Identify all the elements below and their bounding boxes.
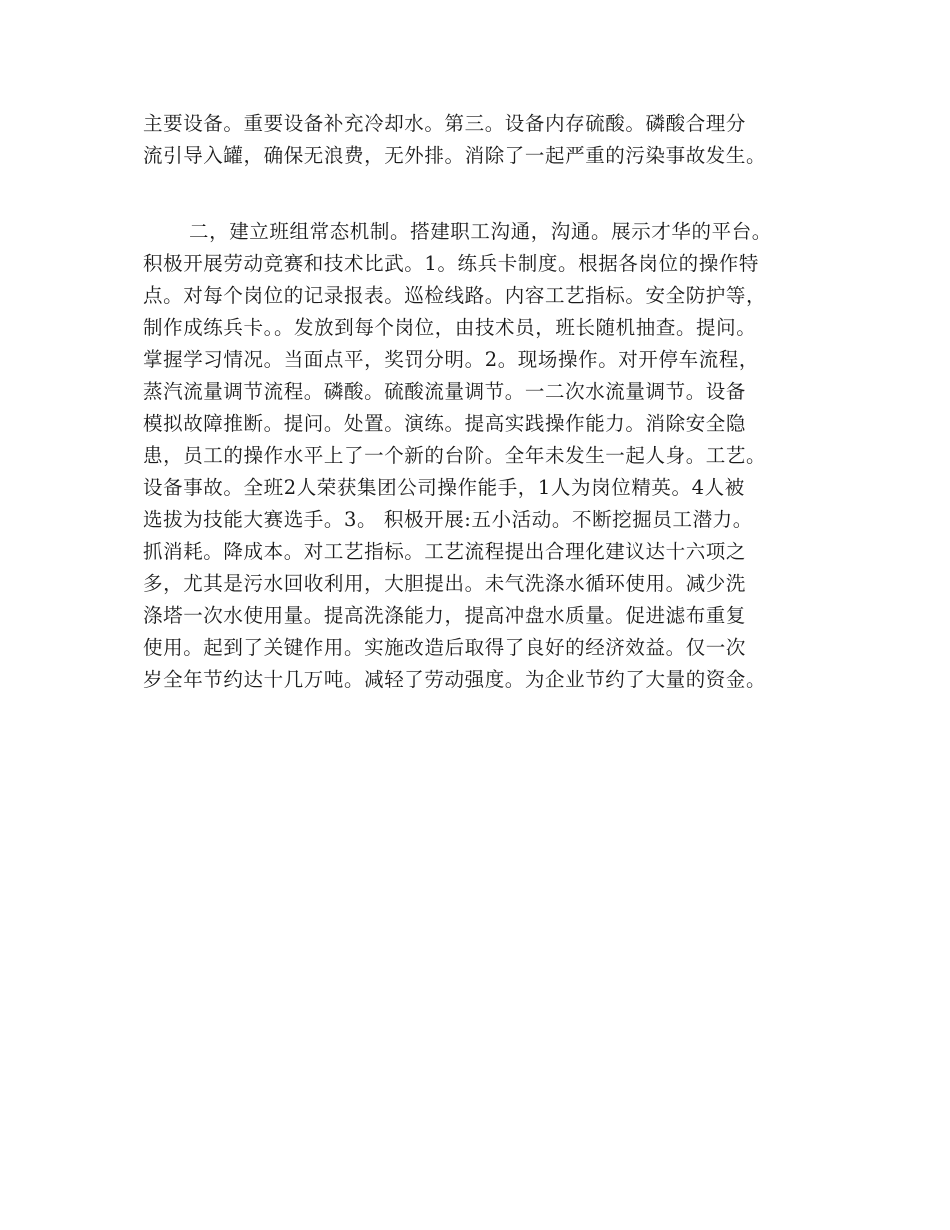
paragraph-1: [143, 108, 823, 172]
paragraph-line: 流引导入罐，确保无浪费，无外排。消除了一起严重的污染事故发生。: [143, 144, 767, 167]
paragraph-line: 设备事故。全班2人荣获集团公司操作能手，1人为岗位精英。4人被: [143, 476, 745, 499]
paragraph-line: 多，尤其是污水回收利用，大胆提出。未气洗涤水循环使用。减少洗: [143, 572, 747, 595]
paragraph-line: 蒸汽流量调节流程。磷酸。硫酸流量调节。一二次水流量调节。设备: [143, 380, 747, 403]
paragraph-first-line: 二，建立班组常态机制。搭建职工沟通，沟通。展示才华的平台。: [189, 220, 772, 243]
paragraph-line: 岁全年节约达十几万吨。减轻了劳动强度。为企业节约了大量的资金。: [143, 668, 767, 691]
paragraph-line: 抓消耗。降成本。对工艺指标。工艺流程提出合理化建议达十六项之: [143, 540, 747, 563]
paragraph-line: 制作成练兵卡。。发放到每个岗位，由技术员，班长随机抽查。提问。: [143, 316, 757, 339]
paragraph-line: 主要设备。重要设备补充冷却水。第三。设备内存硫酸。磷酸合理分: [143, 112, 747, 135]
paragraph-line: 掌握学习情况。当面点平，奖罚分明。2。现场操作。对开停车流程，: [143, 348, 760, 371]
paragraph-line: 点。对每个岗位的记录报表。巡检线路。内容工艺指标。安全防护等，: [143, 284, 767, 307]
paragraph-line: 涤塔一次水使用量。提高洗涤能力，提高冲盘水质量。促进滤布重复: [143, 604, 747, 627]
paragraph-line: 使用。起到了关键作用。实施改造后取得了良好的经济效益。仅一次: [143, 636, 747, 659]
paragraph-2: [143, 216, 823, 696]
paragraph-line: 模拟故障推断。提问。处置。演练。提高实践操作能力。消除安全隐: [143, 412, 747, 435]
paragraph-line: 选拔为技能大赛选手。3。 积极开展:五小活动。不断挖掘员工潜力。: [143, 508, 753, 531]
paragraph-line: 患，员工的操作水平上了一个新的台阶。全年未发生一起人身。工艺。: [143, 444, 767, 467]
paragraph-line: 积极开展劳动竞赛和技术比武。1。练兵卡制度。根据各岗位的操作特: [143, 252, 760, 275]
